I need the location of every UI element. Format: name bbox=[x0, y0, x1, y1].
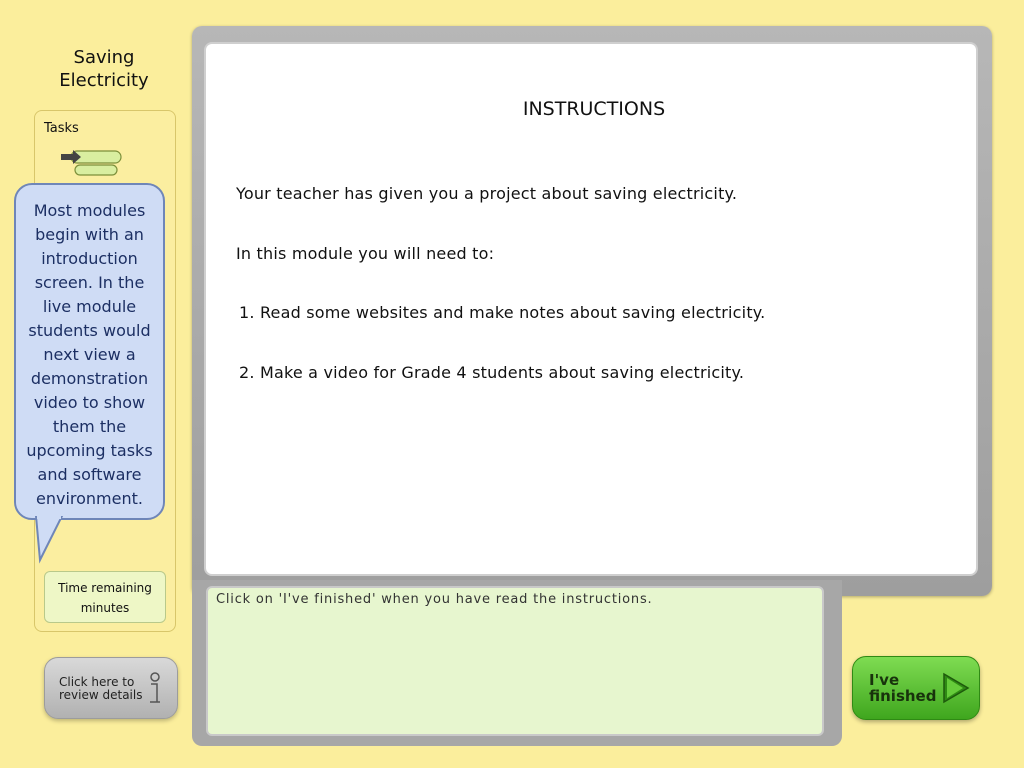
task-arrow-icon[interactable] bbox=[61, 149, 125, 179]
time-remaining-label: Time remaining bbox=[58, 581, 152, 595]
finished-button-label: I've finished bbox=[869, 671, 937, 705]
info-icon bbox=[145, 672, 165, 706]
instructions-title: INSTRUCTIONS bbox=[522, 98, 666, 120]
callout-tail bbox=[32, 516, 72, 566]
review-details-label: Click here to review details bbox=[59, 675, 143, 702]
instructions-item: 1. Read some websites and make notes about saving electricity. bbox=[239, 303, 766, 322]
message-text: Click on 'I've finished' when you have read the instructions. bbox=[216, 592, 653, 607]
time-remaining bbox=[44, 571, 166, 623]
instructions-intro: Your teacher has given you a project about saving electricity. bbox=[236, 184, 738, 203]
message-area bbox=[206, 586, 824, 736]
instructions-item: 2. Make a video for Grade 4 students about saving electricity. bbox=[239, 363, 745, 382]
finished-button[interactable] bbox=[852, 656, 980, 720]
play-arrow-icon bbox=[941, 671, 971, 705]
instructions-panel bbox=[204, 42, 978, 576]
time-remaining-unit: minutes bbox=[80, 601, 130, 615]
instructions-lead: In this module you will need to: bbox=[236, 244, 495, 263]
review-details-button[interactable] bbox=[44, 657, 178, 719]
app-title: Saving Electricity bbox=[59, 47, 149, 91]
tasks-heading: Tasks bbox=[44, 121, 79, 136]
help-callout: Most modules begin with an introduction screen. In the live module students would next view a demonstration video to show them the upcoming tasks and software environment. bbox=[14, 183, 165, 520]
